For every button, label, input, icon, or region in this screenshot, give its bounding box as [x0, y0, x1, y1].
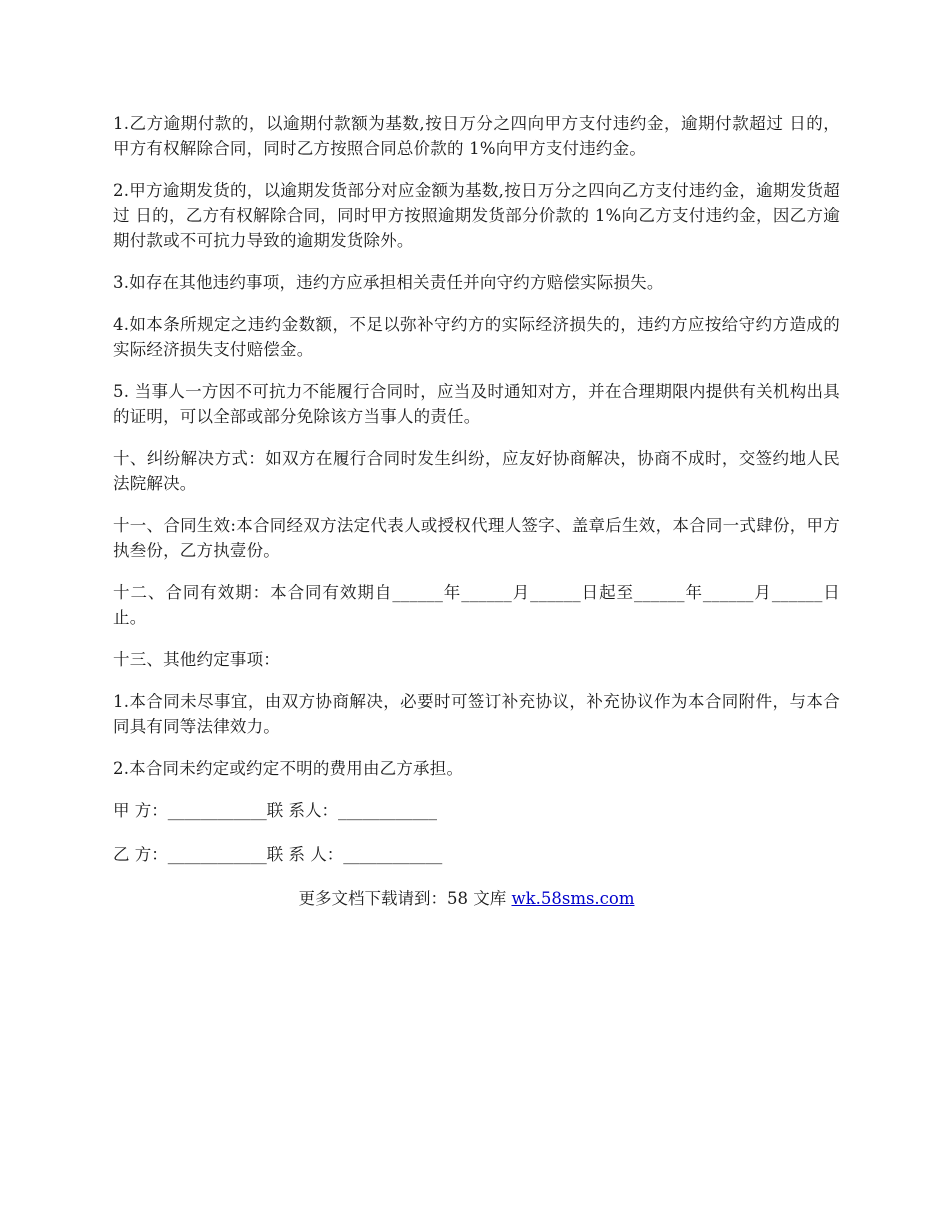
- footer-link[interactable]: wk.58sms.com: [511, 889, 635, 908]
- contract-effective-paragraph: 十一、合同生效:本合同经双方法定代表人或授权代理人签字、盖章后生效，本合同一式肆份，甲方执叁份，乙方执壹份。: [113, 516, 840, 560]
- clause-4-paragraph: 4.如本条所规定之违约金数额，不足以弥补守约方的实际经济损失的，违约方应按给守约方造成的实际经济损失支付赔偿金。: [113, 315, 840, 359]
- clause-1-paragraph: 1.乙方逾期付款的，以逾期付款额为基数,按日万分之四向甲方支付违约金，逾期付款超过 日的，甲方有权解除合同，同时乙方按照合同总价款的 1%向甲方支付违约金。: [113, 114, 840, 158]
- party-b-signature-line: 乙 方：____________联 系 人：____________: [113, 845, 443, 864]
- download-footer: [113, 886, 840, 911]
- dispute-resolution-paragraph: 十、纠纷解决方式：如双方在履行合同时发生纠纷，应友好协商解决，协商不成时，交签约地人民法院解决。: [113, 449, 840, 493]
- validity-period-paragraph: 十二、合同有效期：本合同有效期自______年______月______日起至______年______月______日止。: [113, 583, 840, 627]
- other-matters-heading: 十三、其他约定事项：: [113, 650, 280, 669]
- other-matters-item-1: 1.本合同未尽事宜，由双方协商解决，必要时可签订补充协议，补充协议作为本合同附件，与本合同具有同等法律效力。: [113, 692, 840, 736]
- other-matters-item-2: 2.本合同未约定或约定不明的费用由乙方承担。: [113, 759, 464, 778]
- party-a-signature-line: 甲 方：____________联 系人：____________: [113, 801, 437, 820]
- footer-text: 更多文档下载请到：58 文库: [298, 889, 512, 908]
- clause-3-paragraph: 3.如存在其他违约事项，违约方应承担相关责任并向守约方赔偿实际损失。: [113, 273, 664, 292]
- clause-2-paragraph: 2.甲方逾期发货的，以逾期发货部分对应金额为基数,按日万分之四向乙方支付违约金，逾期发货超过 日的，乙方有权解除合同，同时甲方按照逾期发货部分价款的 1%向乙方支付违约金，因乙方逾期付款或不可抗力导致的逾期发货除外。: [113, 181, 840, 250]
- clause-5-paragraph: 5. 当事人一方因不可抗力不能履行合同时，应当及时通知对方，并在合理期限内提供有关机构出具的证明，可以全部或部分免除该方当事人的责任。: [113, 382, 840, 426]
